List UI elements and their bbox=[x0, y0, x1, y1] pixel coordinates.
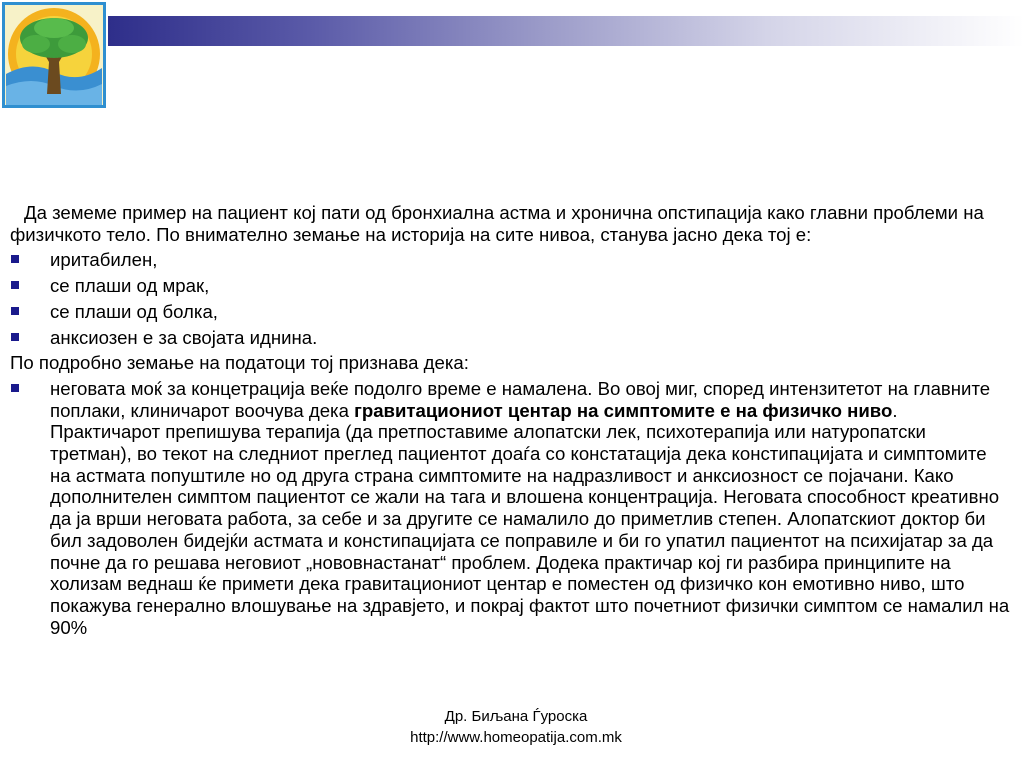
slide-body bbox=[10, 202, 1010, 638]
middle-paragraph: По подробно земање на податоци тој признава дека: bbox=[10, 352, 469, 374]
bullet-square-icon bbox=[11, 281, 19, 289]
long-text-before: неговата моќ за концетрација веќе подолго време е намалена. Во овој миг, според интензитетот на главните поплаки, клиничарот воочува дека bbox=[50, 377, 991, 421]
list-item-text: анксиозен е за својата иднина. bbox=[50, 326, 318, 348]
long-text-after: . Практичарот препишува терапија (да претпоставиме алопатски лек, психотерапија или натуропатски третман), во текот на следниот преглед пациентот доаѓа со констатација дека констипацијата и симптомите на астмата попуштиле но од друга страна симптомите на надразливост и анксиозност се појачани. Како дополнителен симптом пациентот се жали на тага и влошена концентрација. Неговата способност креативно да ја врши неговата работа, за себе и за другите се намалило до приметлив степен. Алопатскиот доктор би бил задоволен бидејќи астмата и констипацијата се поправиле и би го упатил пациентот на психијатар за да почне да го решава неговиот „нововнастанат“ проблем. Додека практичар кој ги разбира принципите на холизам веднаш ќе примети дека гравитациониот центар е поместен од физичко кон емотивно ниво, што покажува генерално влошување на здравјето, и покрај фактот што почетниот физички симптом се намалил на 90% bbox=[50, 399, 1010, 638]
intro-paragraph: Да земеме пример на пациент кој пати од бронхиална астма и хронична опстипација како главни проблеми на физичкото тело. По внимателно земање на историја на сите нивоа, станува јасно дека тој е: bbox=[10, 202, 984, 245]
footer bbox=[392, 706, 640, 748]
list-item-text: иритабилен, bbox=[50, 249, 158, 271]
list-item bbox=[10, 249, 1010, 271]
bullet-square-icon bbox=[11, 384, 19, 392]
list-item bbox=[10, 301, 1010, 323]
tree-logo-icon bbox=[2, 2, 106, 108]
list-item bbox=[10, 275, 1010, 297]
list-item-text: се плаши од болка, bbox=[50, 300, 218, 322]
list-item bbox=[10, 327, 1010, 349]
footer-author: Др. Биљана Ѓуроска bbox=[444, 708, 588, 725]
long-list-item bbox=[10, 378, 1010, 638]
bullet-square-icon bbox=[11, 333, 19, 341]
long-text-bold: гравитациониот центар на симптомите е на физичко ниво bbox=[354, 399, 893, 421]
header-gradient-bar bbox=[108, 16, 1024, 46]
bullet-square-icon bbox=[11, 307, 19, 315]
footer-url: http://www.homeopatija.com.mk bbox=[410, 729, 622, 746]
bullet-square-icon bbox=[11, 255, 19, 263]
list-item-text: се плаши од мрак, bbox=[50, 275, 210, 297]
